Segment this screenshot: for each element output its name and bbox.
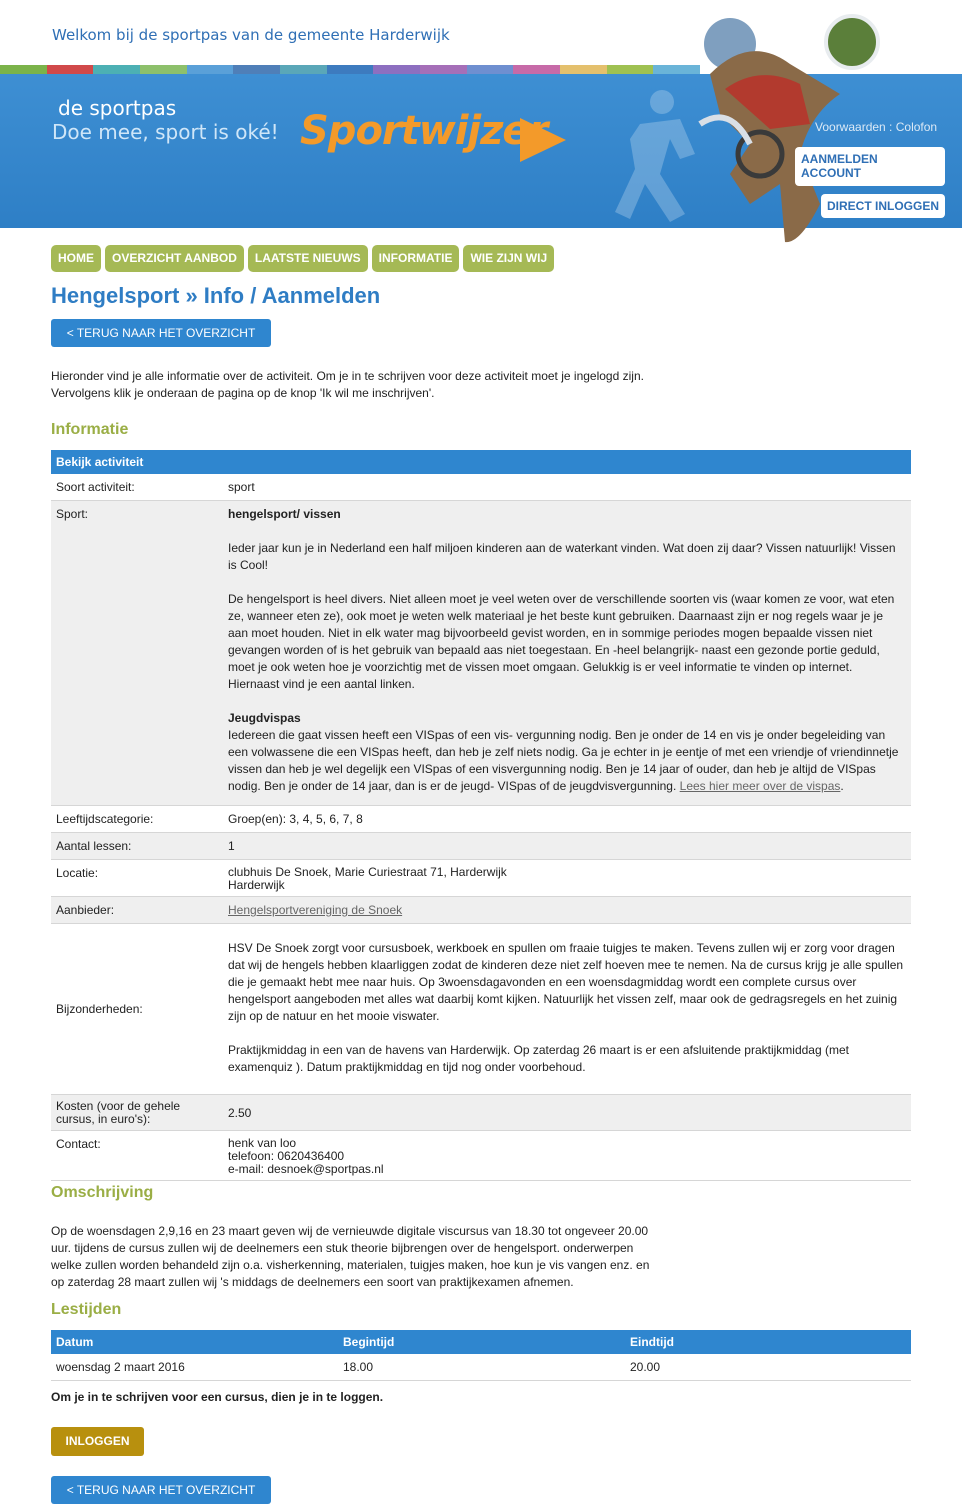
col-begintijd: Begintijd	[338, 1330, 625, 1354]
color-stripe	[187, 65, 234, 74]
col-eindtijd: Eindtijd	[625, 1330, 911, 1354]
nav-informatie[interactable]: INFORMATIE	[372, 245, 460, 272]
sport-link-end: .	[840, 779, 844, 793]
lessen-label: Aantal lessen:	[51, 833, 223, 860]
leeftijd-value: Groep(en): 3, 4, 5, 6, 7, 8	[223, 806, 911, 833]
color-stripe	[233, 65, 280, 74]
lessen-value: 1	[223, 833, 911, 860]
contact-email: e-mail: desnoek@sportpas.nl	[228, 1162, 384, 1176]
color-stripe	[420, 65, 467, 74]
nav-home[interactable]: HOME	[51, 245, 101, 272]
link-separator: :	[885, 120, 896, 134]
color-stripe	[47, 65, 94, 74]
color-stripes	[0, 65, 700, 74]
bijzonderheden-paragraph-1: HSV De Snoek zorgt voor cursusboek, werkboek en spullen om fraaie tuigjes te maken. Tevens zullen wij er zorg voor dragen dat wij de hengels hebben klaarliggen zodat de kinderen deze niet zelf hoeven mee te nemen. Na de cursus krijg je alle spullen die je gemaakt hebt mee naar huis. Op 3woensdagavonden en een woensdagmiddag wordt een complete cursus over hengelsport aangeboden met alles wat daarbij komt kijken. Natuurlijk het vissen zelf, maar ook de gedragsregels en het zuinig zijn op de natuur en het mooie viswater.	[228, 941, 904, 1023]
color-stripe	[327, 65, 374, 74]
sport-value	[223, 501, 911, 806]
brand-name: de sportpas	[58, 96, 177, 120]
contact-phone: telefoon: 0620436400	[228, 1149, 345, 1163]
kosten-label: Kosten (voor de gehele cursus, in euro's):	[51, 1095, 223, 1131]
logo-arrow-icon	[520, 118, 566, 162]
vispas-link[interactable]: Lees hier meer over de vispas	[679, 779, 841, 793]
sportwijzer-logo: Sportwijzer	[300, 108, 548, 154]
intro-line-1: Hieronder vind je alle informatie over de activiteit. Om je in te schrijven voor deze activiteit moet je ingelogd zijn.	[51, 369, 644, 383]
sport-label: Sport:	[51, 501, 223, 806]
sport-paragraph-2: De hengelsport is heel divers. Niet alleen moet je veel weten over de verschillende soorten vis (waar komen ze voor, wat eten ze, wanneer eten ze), ook moet je weten welk materiaal je het beste kunt gebruiken. Daarnaast zijn er nog regels waar je je aan moet houden. Niet in elk water mag bijvoorbeeld gevist worden, en in sommige periodes mogen bepaalde vissen niet gevangen worden of is het gebruik van bepaald aas niet toegestaan. En -heel belangrijk- naast een gezonde portie geduld, moet je ook weten hoe je voorzichtig met de vissen moet omgaan. Gelukkig is er veel informatie te vinden op internet. Hiernaast vind je een aantal linken.	[228, 592, 895, 691]
top-links	[815, 120, 937, 134]
locatie-line-2: Harderwijk	[228, 878, 285, 892]
informatie-heading: Informatie	[51, 421, 129, 438]
table-row	[51, 1354, 911, 1380]
intro-line-2: Vervolgens klik je onderaan de pagina op de knop 'Ik wil me inschrijven'.	[51, 386, 435, 400]
omschrijving-heading: Omschrijving	[51, 1184, 154, 1201]
login-note: Om je in te schrijven voor een cursus, dien je in te loggen.	[51, 1390, 384, 1404]
register-account-button[interactable]: AANMELDEN ACCOUNT	[795, 147, 945, 186]
direct-login-button[interactable]: DIRECT INLOGGEN	[821, 194, 945, 218]
brand-slogan: Doe mee, sport is oké!	[52, 120, 279, 144]
sport-paragraph-3: Iedereen die gaat vissen heeft een VISpas of een vis- vergunning nodig. Ben je onder de 14 en vis je onder begeleiding van een volwassene die een VISpas heeft, dan heb je zelf niets nodig. Ga je echter in je eentje of met een vriendje of vriendinnetje vissen dan heb je wel degelijk een VISpas of een visvergunning nodig. Ben je 14 jaar of ouder, dan heb je altijd de VISpas nodig. Ben je onder de 14 jaar, dan is er de jeugd- VISpas of de jeugdvisvergunning.	[228, 728, 899, 793]
contact-name: henk van loo	[228, 1136, 297, 1150]
les-datum: woensdag 2 maart 2016	[51, 1354, 338, 1380]
les-begintijd: 18.00	[338, 1354, 625, 1380]
nav-wie-zijn-wij[interactable]: WIE ZIJN WIJ	[463, 245, 554, 272]
color-stripe	[373, 65, 420, 74]
table-row	[51, 1095, 911, 1131]
kosten-value: 2.50	[223, 1095, 911, 1131]
login-button[interactable]: INLOGGEN	[51, 1427, 144, 1456]
color-stripe	[140, 65, 187, 74]
back-to-overview-button[interactable]: < TERUG NAAR HET OVERZICHT	[51, 319, 271, 347]
les-eindtijd: 20.00	[625, 1354, 911, 1380]
color-stripe	[607, 65, 654, 74]
table-row	[51, 897, 911, 924]
table-row	[51, 806, 911, 833]
main-nav	[51, 245, 554, 272]
table-header: Bekijk activiteit	[51, 450, 911, 474]
sport-heading: hengelsport/ vissen	[228, 507, 341, 521]
nav-overzicht-aanbod[interactable]: OVERZICHT AANBOD	[105, 245, 244, 272]
color-stripe	[467, 65, 514, 74]
back-to-overview-button-bottom[interactable]: < TERUG NAAR HET OVERZICHT	[51, 1476, 271, 1504]
locatie-value	[223, 860, 911, 897]
bijzonderheden-label: Bijzonderheden:	[51, 924, 223, 1095]
bijzonderheden-paragraph-2: Praktijkmiddag in een van de havens van Harderwijk. Op zaterdag 26 maart is er een afsluitende praktijkmiddag (met examenquiz ). Datum praktijkmiddag en tijd nog onder voorbehoud.	[228, 1043, 849, 1074]
color-stripe	[513, 65, 560, 74]
colofon-link[interactable]: Colofon	[895, 120, 938, 134]
color-stripe	[280, 65, 327, 74]
leeftijd-label: Leeftijdscategorie:	[51, 806, 223, 833]
voorwaarden-link[interactable]: Voorwaarden	[815, 120, 886, 134]
table-row	[51, 474, 911, 501]
aanbieder-label: Aanbieder:	[51, 897, 223, 924]
contact-label: Contact:	[51, 1131, 223, 1181]
lestijden-table	[51, 1330, 911, 1381]
aanbieder-link[interactable]: Hengelsportvereniging de Snoek	[228, 903, 403, 917]
welcome-text: Welkom bij de sportpas van de gemeente Harderwijk	[52, 26, 450, 44]
table-row	[51, 924, 911, 1095]
activity-info-table	[51, 450, 911, 1181]
jeugdvispas-heading: Jeugdvispas	[228, 711, 301, 725]
contact-value	[223, 1131, 911, 1181]
table-row	[51, 833, 911, 860]
table-row	[51, 1131, 911, 1181]
color-stripe	[0, 65, 47, 74]
locatie-label: Locatie:	[51, 860, 223, 897]
soort-label: Soort activiteit:	[51, 474, 223, 501]
page-title: Hengelsport » Info / Aanmelden	[51, 283, 381, 308]
lestijden-heading: Lestijden	[51, 1301, 122, 1318]
col-datum: Datum	[51, 1330, 338, 1354]
color-stripe	[560, 65, 607, 74]
locatie-line-1: clubhuis De Snoek, Marie Curiestraat 71, Harderwijk	[228, 865, 507, 879]
soort-value: sport	[223, 474, 911, 501]
table-row	[51, 860, 911, 897]
nav-laatste-nieuws[interactable]: LAATSTE NIEUWS	[248, 245, 368, 272]
color-stripe	[93, 65, 140, 74]
omschrijving-text: Op de woensdagen 2,9,16 en 23 maart geven wij de vernieuwde digitale viscursus van 18.30 tot ongeveer 20.00 uur. tijdens de cursus zullen wij de deelnemers een stuk theorie bijbrengen over de hengelsport. onderwerpen welke zullen worden behandeld zijn o.a. visherkenning, materialen, tuigjes maken, hoe kun je vis vangen enz. en op zaterdag 28 maart zullen wij 's middags de deelnemers een soort van praktijkexamen afnemen.	[51, 1224, 650, 1289]
intro-text	[51, 368, 851, 402]
table-row	[51, 501, 911, 806]
bijzonderheden-value	[223, 924, 911, 1095]
sport-paragraph-1: Ieder jaar kun je in Nederland een half miljoen kinderen aan de waterkant vinden. Wat doen zij daar? Vissen natuurlijk! Vissen is Cool!	[228, 541, 896, 572]
